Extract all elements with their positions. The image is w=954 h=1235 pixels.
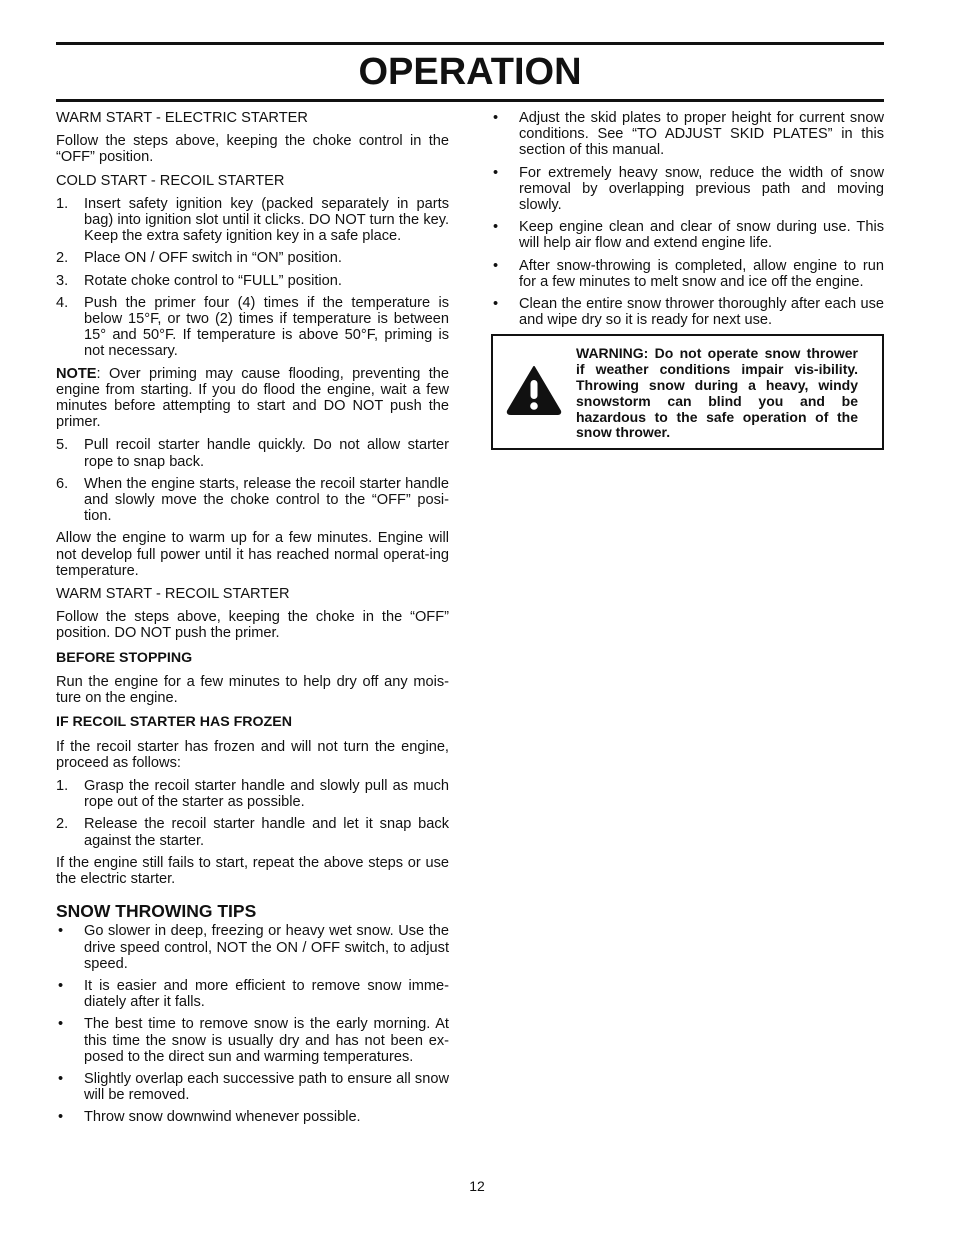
list-item (56, 437, 449, 469)
tip-item (491, 110, 884, 159)
warm-electric-text: Follow the steps above, keeping the choke control in the “OFF” position. (56, 133, 449, 166)
tip-text: Slightly overlap each successive path to ensure all snow will be removed. (84, 1070, 449, 1104)
warm-recoil-heading: WARM START - RECOIL STARTER (56, 586, 290, 603)
bullet-icon: • (58, 923, 64, 940)
right-column (491, 110, 884, 450)
note-text: : Over priming may cause flooding, preventing the engine from starting. If you do flood the engine, wait a few minutes before attempting to start and DO NOT push the primer. (56, 365, 449, 431)
before-stopping-text: Run the engine for a few minutes to help dry off any mois-ture on the engine. (56, 673, 449, 707)
item-number: 6. (56, 475, 69, 492)
list-item (56, 816, 449, 848)
item-text: Push the primer four (4) times if the temperature is below 15°F, or two (2) times if temperature is between 15° and 50°F. If temperature is above 50°F, priming is not necessary. (84, 294, 449, 360)
item-number: 3. (56, 272, 69, 289)
tip-text: It is easier and more efficient to remove snow imme-diately after it falls. (84, 977, 449, 1011)
tip-item (56, 923, 449, 972)
tip-text: Clean the entire snow thrower thoroughly after each use and wipe dry so it is ready for next use. (519, 296, 884, 329)
page-title: OPERATION (358, 51, 582, 93)
warning-triangle-icon (506, 364, 562, 416)
bullet-icon: • (493, 257, 499, 274)
list-item (56, 295, 449, 360)
tip-item (491, 165, 884, 214)
tip-item (56, 978, 449, 1010)
note-label: NOTE (56, 365, 97, 382)
tip-text: Throw snow downwind whenever possible. (84, 1109, 361, 1126)
frozen-text: If the recoil starter has frozen and will not turn the engine, proceed as follows: (56, 738, 449, 771)
item-text: Rotate choke control to “FULL” position. (84, 272, 342, 289)
list-item (56, 250, 449, 266)
tip-item (491, 219, 884, 251)
warmup-text: Allow the engine to warm up for a few minutes. Engine will not develop full power until it has reached normal operat-ing temperature. (56, 530, 449, 579)
bullet-icon: • (58, 977, 64, 994)
bullet-icon: • (493, 164, 499, 181)
warm-electric-heading: WARM START - ELECTRIC STARTER (56, 110, 308, 126)
warning-box (491, 334, 884, 450)
bullet-icon: • (58, 1070, 64, 1087)
tip-text: After snow-throwing is completed, allow engine to run for a few minutes to melt snow and ice off the engine. (519, 257, 884, 290)
list-item (56, 196, 449, 245)
item-number: 1. (56, 195, 69, 212)
list-item (56, 273, 449, 289)
item-text: Insert safety ignition key (packed separately in parts bag) into ignition slot until it clicks. DO NOT turn the key. Keep the extra safety ignition key in a safe place. (84, 195, 449, 245)
item-number: 2. (56, 250, 69, 267)
top-rule (56, 42, 884, 45)
item-text: Place ON / OFF switch in “ON” position. (84, 250, 342, 267)
note-paragraph (56, 366, 449, 431)
item-number: 1. (56, 777, 69, 794)
warning-text: WARNING: Do not operate snow thrower if weather conditions impair vis-ibility. Throwing snow during a heavy, windy snowstorm can blind you and be hazardous to the safe operation of the snow thrower. (576, 345, 858, 441)
tip-item (56, 1071, 449, 1103)
item-number: 5. (56, 437, 69, 454)
bullet-icon: • (58, 1109, 64, 1126)
tip-text: Keep engine clean and clear of snow during use. This will help air flow and extend engine life. (519, 219, 884, 252)
tip-text: Adjust the skid plates to proper height for current snow conditions. See “TO ADJUST SKID PLATES” in this section of this manual. (519, 110, 884, 159)
list-item (56, 476, 449, 525)
item-text: Pull recoil starter handle quickly. Do not allow starter rope to snap back. (84, 437, 449, 470)
still-fails-text: If the engine still fails to start, repeat the above steps or use the electric starter. (56, 854, 449, 887)
warm-recoil-text: Follow the steps above, keeping the choke in the “OFF” position. DO NOT push the primer. (56, 609, 449, 642)
before-stopping-heading: BEFORE STOPPING (56, 649, 193, 666)
title-underline (56, 99, 884, 102)
bullet-icon: • (493, 219, 499, 236)
tip-text: For extremely heavy snow, reduce the width of snow removal by overlapping previous path and moving slowly. (519, 164, 884, 214)
frozen-heading: IF RECOIL STARTER HAS FROZEN (56, 714, 292, 731)
item-text: Grasp the recoil starter handle and slowly pull as much rope out of the starter as possible. (84, 777, 449, 811)
item-number: 2. (56, 816, 69, 833)
left-column (56, 110, 449, 1132)
list-item (56, 778, 449, 810)
tip-text: The best time to remove snow is the early morning. At this time the snow is usually dry and has not been ex-posed to the direct sun and warming temperatures. (84, 1016, 449, 1065)
item-text: Release the recoil starter handle and let it snap back against the starter. (84, 816, 449, 849)
tip-item (491, 258, 884, 290)
bullet-icon: • (493, 296, 499, 313)
tip-item (491, 296, 884, 328)
snow-tips-heading: SNOW THROWING TIPS (56, 901, 257, 922)
bullet-icon: • (58, 1016, 64, 1033)
item-text: When the engine starts, release the recoil starter handle and slowly move the choke control to the “OFF” posi-tion. (84, 475, 449, 525)
bullet-icon: • (493, 110, 499, 126)
item-number: 4. (56, 294, 69, 311)
tip-item (56, 1016, 449, 1065)
cold-recoil-heading: COLD START - RECOIL STARTER (56, 172, 285, 189)
tip-text: Go slower in deep, freezing or heavy wet snow. Use the drive speed control, NOT the ON / OFF switch, to adjust speed. (84, 923, 449, 972)
tip-item (56, 1109, 449, 1125)
page-number: 12 (469, 1178, 485, 1194)
